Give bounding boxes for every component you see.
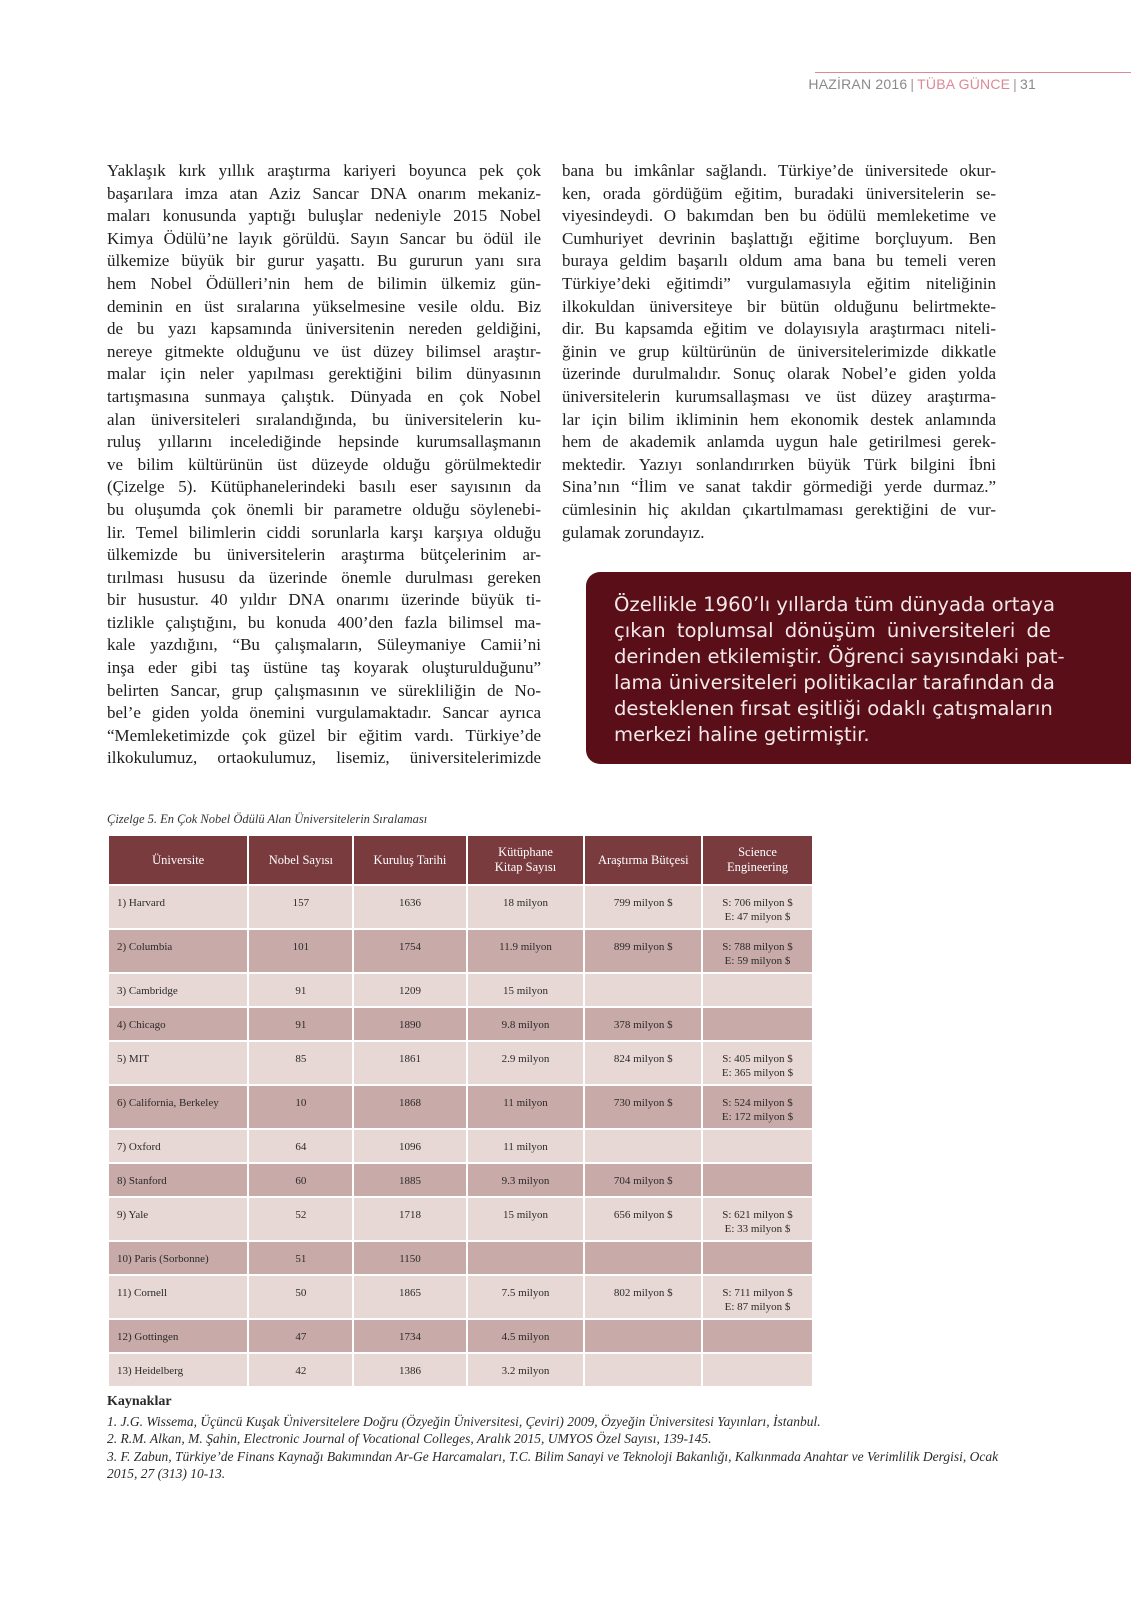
- cell-science-engineering: [703, 1130, 812, 1162]
- cell-nobel-count: [249, 930, 352, 972]
- header-university: [109, 836, 247, 884]
- cell-library-books: [468, 1042, 584, 1084]
- cell-text: 4) Chicago: [117, 1019, 166, 1031]
- cell-research-budget: [585, 1008, 701, 1040]
- pull-quote-line: çıkan toplumsal dönüşüm üniversiteleri de: [614, 619, 1051, 642]
- cell-library-books: [468, 1242, 584, 1274]
- cell-university: [109, 1198, 247, 1240]
- left-line: maları konusunda yaptığı buluşlar nedeniyle 2015 Nobel: [107, 206, 541, 226]
- left-line: “Memleketimizde çok güzel bir eğitim vardı. Türkiye’de: [107, 725, 541, 745]
- cell-nobel-count: [249, 886, 352, 928]
- references-section: [107, 1393, 1007, 1483]
- left-line: ülkemizde bu üniversitelerin araştırma bütçelerinim ar-: [107, 545, 541, 565]
- cell-text: 1) Harvard: [117, 897, 165, 909]
- cell-research-budget: [585, 886, 701, 928]
- cell-text: 1885: [398, 1175, 421, 1187]
- cell-library-books: [468, 1008, 584, 1040]
- left-line: de bu yazı kapsamında üniversitenin nereden geldiğini,: [107, 319, 541, 339]
- cell-text: 1386: [398, 1365, 421, 1377]
- cell-text: 18 milyon: [503, 897, 548, 909]
- reference-item: 1. J.G. Wissema, Üçüncü Kuşak Üniversitelere Doğru (Özyeğin Üniversitesi, Çeviri) 2009, Özyeğin Üniversitesi Yayınları, İstanbul.: [107, 1413, 821, 1429]
- cell-nobel-count: [249, 1008, 352, 1040]
- cell-text: 9.3 milyon: [501, 1175, 550, 1187]
- left-line: (Çizelge 5). Kütüphanelerindeki basılı eser sayısının da: [107, 477, 541, 497]
- cell-text: 15 milyon: [503, 985, 548, 997]
- cell-text: 101: [292, 941, 310, 953]
- cell-research-budget: [585, 1130, 701, 1162]
- cell-text: 1865: [398, 1287, 421, 1299]
- cell-text: 1096: [398, 1141, 421, 1153]
- cell-university: [109, 1130, 247, 1162]
- header-research-budget: [585, 836, 701, 884]
- cell-text: 899 milyon $: [613, 941, 673, 953]
- cell-text: 8) Stanford: [117, 1175, 167, 1187]
- cell-text: 10: [295, 1097, 307, 1109]
- cell-science-engineering: [703, 1086, 812, 1128]
- cell-university: [109, 1354, 247, 1386]
- header-text: Araştırma Bütçesi: [597, 852, 689, 867]
- left-line: malar için neler yapılması gerektiğini bilim dünyasının: [107, 364, 541, 384]
- left-line: lir. Temel bilimlerin ciddi sorunlarla karşı karşıya olduğu: [107, 522, 541, 542]
- cell-text: 1718: [398, 1209, 421, 1221]
- cell-text: S: 524 milyon $: [722, 1097, 793, 1109]
- cell-text: 704 milyon $: [613, 1175, 673, 1187]
- cell-library-books: [468, 1086, 584, 1128]
- left-line: alan üniversiteleri sıralandığında, bu üniversitelerin ku-: [107, 409, 541, 429]
- cell-text: 42: [295, 1365, 307, 1377]
- right-line: buraya geldim başarılı oldum ama bana bu temeli veren: [562, 251, 996, 271]
- left-line: bu oluşumda çok önemli bir parametre olduğu söylenebi-: [107, 499, 541, 519]
- left-line: Yaklaşık kırk yıllık araştırma kariyeri boyunca pek çok: [107, 161, 541, 180]
- cell-text: 802 milyon $: [613, 1287, 673, 1299]
- cell-university: [109, 1320, 247, 1352]
- cell-text: 12) Gottingen: [117, 1331, 179, 1343]
- cell-founded-year: [354, 1198, 465, 1240]
- cell-text: 824 milyon $: [613, 1053, 673, 1065]
- cell-founded-year: [354, 1008, 465, 1040]
- cell-text: 1890: [398, 1019, 421, 1031]
- cell-text: 91: [295, 1019, 307, 1031]
- left-line: kale yazdığını, “Bu çalışmaların, Süleymaniye Camii’ni: [107, 635, 541, 655]
- cell-university: [109, 974, 247, 1006]
- nobel-university-ranking-table: [107, 834, 814, 1388]
- header-text: Kuruluş Tarihi: [373, 852, 447, 867]
- page-number: 31: [1020, 76, 1036, 92]
- cell-text: 157: [292, 897, 310, 909]
- cell-text: S: 405 milyon $: [722, 1053, 793, 1065]
- header-text: Üniversite: [152, 852, 205, 867]
- cell-library-books: [468, 1276, 584, 1318]
- cell-university: [109, 930, 247, 972]
- cell-nobel-count: [249, 1130, 352, 1162]
- cell-text: E: 33 milyon $: [724, 1223, 791, 1235]
- cell-university: [109, 1086, 247, 1128]
- cell-text: E: 365 milyon $: [721, 1067, 794, 1079]
- left-line: ülkemize büyük bir gurur yaşattı. Bu gururun yanı sıra: [107, 251, 541, 271]
- right-line: Cumhuriyet devrinin başlattığı eğitime borçluyum. Ben: [562, 228, 996, 248]
- cell-founded-year: [354, 1320, 465, 1352]
- cell-founded-year: [354, 1164, 465, 1196]
- right-line: Türkiye’deki eğitimdi” vurgulamasıyla eğitim niteliğinin: [562, 273, 996, 293]
- table-row: [109, 1086, 812, 1128]
- cell-science-engineering: [703, 1242, 812, 1274]
- cell-university: [109, 1242, 247, 1274]
- cell-text: E: 172 milyon $: [721, 1111, 794, 1123]
- cell-text: S: 788 milyon $: [722, 941, 793, 953]
- cell-text: 52: [295, 1209, 307, 1221]
- right-line: gulamak zorundayız.: [562, 522, 705, 542]
- table-row: [109, 1008, 812, 1040]
- cell-text: 11 milyon: [503, 1141, 548, 1153]
- cell-science-engineering: [703, 1354, 812, 1386]
- cell-research-budget: [585, 1042, 701, 1084]
- right-line: üzerinde durulmalıdır. Sonuç olarak Nobel’e giden yolda: [562, 364, 996, 384]
- cell-text: 51: [295, 1253, 307, 1265]
- right-line: ilkokuldan üniversiteye bir bütün olduğunu belirtmekte-: [562, 296, 996, 316]
- cell-text: 378 milyon $: [613, 1019, 673, 1031]
- left-line: Kimya Ödülü’ne layık görüldü. Sayın Sancar bu ödül ile: [107, 228, 541, 248]
- cell-text: 6) California, Berkeley: [117, 1097, 219, 1109]
- cell-research-budget: [585, 1354, 701, 1386]
- table-row: [109, 1042, 812, 1084]
- cell-science-engineering: [703, 1320, 812, 1352]
- running-header: [808, 76, 1036, 92]
- left-line: inşa eder gibi taş üstüne taş koyarak oluşturulduğunu”: [107, 658, 541, 678]
- right-line: ken, orada gördüğüm eğitim, buradaki üniversitelerin se-: [562, 183, 996, 203]
- reference-item: 2. R.M. Alkan, M. Şahin, Electronic Journal of Vocational Colleges, Aralık 2015, UMYOS Özel Sayısı, 139-145.: [107, 1431, 712, 1446]
- cell-text: 64: [295, 1141, 307, 1153]
- table-caption: Çizelge 5. En Çok Nobel Ödülü Alan Üniversitelerin Sıralaması: [107, 812, 428, 826]
- cell-text: 7) Oxford: [117, 1141, 161, 1153]
- header-rule: [815, 72, 1131, 73]
- cell-university: [109, 1276, 247, 1318]
- header-text: Science: [738, 845, 777, 859]
- cell-research-budget: [585, 930, 701, 972]
- left-line: tırılması hususu da üzerinde önemle durulması gereken: [107, 567, 541, 587]
- cell-founded-year: [354, 1130, 465, 1162]
- issue-date: HAZİRAN 2016: [808, 76, 908, 92]
- cell-text: E: 59 milyon $: [724, 955, 791, 967]
- cell-nobel-count: [249, 1354, 352, 1386]
- cell-university: [109, 1008, 247, 1040]
- left-text-column: [107, 160, 541, 770]
- cell-founded-year: [354, 1276, 465, 1318]
- cell-science-engineering: [703, 1198, 812, 1240]
- left-line: tizlikle çalıştığını, bu konuda 400’den fazla bilimsel ma-: [107, 612, 541, 632]
- cell-text: 4.5 milyon: [501, 1331, 550, 1343]
- cell-text: 85: [295, 1053, 307, 1065]
- cell-text: 5) MIT: [117, 1053, 150, 1065]
- cell-research-budget: [585, 974, 701, 1006]
- cell-text: 1754: [398, 941, 421, 953]
- cell-text: S: 621 milyon $: [722, 1209, 793, 1221]
- left-line: deminin en üst sıralarına yükselmesine vesile oldu. Biz: [107, 296, 541, 316]
- cell-nobel-count: [249, 1276, 352, 1318]
- left-line: ve bilim kültürünün üst düzeyde olduğu görülmektedir: [107, 454, 541, 474]
- reference-item: 3. F. Zabun, Türkiye’de Finans Kaynağı Bakımından Ar-Ge Harcamaları, T.C. Bilim Sanayi ve Teknoloji Bakanlığı, Kalkınmada Anahtar ve Verimlilik Dergisi, Ocak 2015, 27 (313) 10-13.: [107, 1448, 999, 1481]
- right-line: üniversitelerin kurumsallaşması ve üst düzey araştırma-: [562, 386, 996, 406]
- cell-text: 91: [295, 985, 307, 997]
- table-row: [109, 1276, 812, 1318]
- cell-research-budget: [585, 1276, 701, 1318]
- right-line: cümlesinin hiç akıldan çıkartılmaması gerektiğini de vur-: [562, 499, 996, 519]
- header-separator: |: [1013, 76, 1018, 92]
- cell-research-budget: [585, 1086, 701, 1128]
- cell-text: 1209: [398, 985, 421, 997]
- header-library-books: [468, 836, 584, 884]
- cell-text: 10) Paris (Sorbonne): [117, 1253, 209, 1265]
- cell-nobel-count: [249, 1042, 352, 1084]
- cell-text: 11.9 milyon: [499, 941, 552, 953]
- cell-text: 15 milyon: [503, 1209, 548, 1221]
- cell-text: 1868: [398, 1097, 421, 1109]
- header-nobel-count: [249, 836, 352, 884]
- cell-nobel-count: [249, 1242, 352, 1274]
- cell-text: 13) Heidelberg: [117, 1365, 184, 1377]
- right-line: viyesindeydi. O bakımdan ben bu ödülü memleketime ve: [562, 206, 996, 226]
- pull-quote-line: lama üniversiteleri politikacılar tarafından da: [614, 671, 1055, 694]
- cell-university: [109, 886, 247, 928]
- cell-text: 47: [295, 1331, 307, 1343]
- cell-text: 3.2 milyon: [501, 1365, 550, 1377]
- cell-founded-year: [354, 930, 465, 972]
- cell-text: 3) Cambridge: [117, 985, 178, 997]
- table-row: [109, 886, 812, 928]
- left-line: belirten Sancar, grup çalışmasının ve sürekliliğin de No-: [107, 680, 541, 700]
- table-row: [109, 1242, 812, 1274]
- table-row: [109, 974, 812, 1006]
- cell-science-engineering: [703, 1042, 812, 1084]
- cell-science-engineering: [703, 930, 812, 972]
- cell-library-books: [468, 1320, 584, 1352]
- cell-research-budget: [585, 1242, 701, 1274]
- table-row: [109, 930, 812, 972]
- cell-text: 1734: [398, 1331, 421, 1343]
- left-line: başarılara imza atan Aziz Sancar DNA onarım mekaniz-: [107, 183, 541, 203]
- left-line: bel’e giden yolda önemini vurgulamaktadır. Sancar ayrıca: [107, 703, 541, 723]
- cell-founded-year: [354, 974, 465, 1006]
- cell-nobel-count: [249, 1320, 352, 1352]
- cell-science-engineering: [703, 886, 812, 928]
- header-separator: |: [910, 76, 915, 92]
- right-line: lar için bilim ikliminin hem ekonomik destek anlamında: [562, 409, 996, 429]
- left-line: ruluş yıllarını incelediğinde hepsinde kurumsallaşmanın: [107, 432, 541, 452]
- table-row: [109, 1198, 812, 1240]
- cell-text: 2.9 milyon: [501, 1053, 550, 1065]
- cell-text: 60: [295, 1175, 307, 1187]
- cell-text: 1861: [398, 1053, 421, 1065]
- left-paragraph: [107, 160, 541, 770]
- cell-library-books: [468, 1130, 584, 1162]
- cell-founded-year: [354, 1354, 465, 1386]
- cell-research-budget: [585, 1164, 701, 1196]
- cell-science-engineering: [703, 1164, 812, 1196]
- right-line: ğinin ve grup kültürünün de üniversitelerimizde dikkatle: [562, 341, 996, 361]
- table-row: [109, 1164, 812, 1196]
- cell-nobel-count: [249, 1086, 352, 1128]
- cell-library-books: [468, 1354, 584, 1386]
- cell-university: [109, 1042, 247, 1084]
- header-text: Nobel Sayısı: [268, 852, 333, 867]
- left-line: bir husustur. 40 yıldır DNA onarımı üzerinde büyük ti-: [107, 590, 541, 610]
- cell-text: 2) Columbia: [117, 941, 173, 953]
- left-line: nereye gitmekte olduğunu ve üst düzey bilimsel araştır-: [107, 341, 541, 361]
- table-row: [109, 1130, 812, 1162]
- cell-text: 656 milyon $: [613, 1209, 673, 1221]
- cell-nobel-count: [249, 1164, 352, 1196]
- cell-text: 730 milyon $: [613, 1097, 673, 1109]
- cell-science-engineering: [703, 1276, 812, 1318]
- cell-text: 9.8 milyon: [501, 1019, 550, 1031]
- cell-founded-year: [354, 1042, 465, 1084]
- cell-library-books: [468, 930, 584, 972]
- header-text: Kütüphane: [498, 845, 553, 859]
- cell-library-books: [468, 886, 584, 928]
- pull-quote-line: derinden etkilemiştir. Öğrenci sayısındaki pat-: [614, 645, 1065, 668]
- cell-text: 1636: [398, 897, 421, 909]
- pull-quote-line: Özellikle 1960’lı yıllarda tüm dünyada ortaya: [614, 593, 1055, 616]
- table-header-row: [109, 836, 812, 884]
- header-science-engineering: [703, 836, 812, 884]
- cell-science-engineering: [703, 974, 812, 1006]
- cell-text: 11) Cornell: [117, 1287, 167, 1299]
- right-line: mektedir. Yazıyı sonlandırırken büyük Türk bilgini İbni: [562, 454, 996, 474]
- cell-founded-year: [354, 1242, 465, 1274]
- pull-quote-line: desteklenen fırsat eşitliği odaklı çatışmaların: [614, 697, 1053, 720]
- left-line: hem Nobel Ödülleri’nin hem de bilimin ülkemiz gün-: [107, 273, 541, 293]
- right-line: dir. Bu kapsamda eğitim ve dolayısıyla araştırmacı niteli-: [562, 319, 996, 339]
- table-row: [109, 1320, 812, 1352]
- cell-text: 799 milyon $: [613, 897, 673, 909]
- cell-text: 7.5 milyon: [501, 1287, 550, 1299]
- header-text: Kitap Sayısı: [494, 860, 557, 874]
- cell-text: E: 87 milyon $: [724, 1301, 791, 1313]
- cell-founded-year: [354, 886, 465, 928]
- cell-text: 11 milyon: [503, 1097, 548, 1109]
- left-line: tartışmasına sunmaya çalıştık. Dünyada en çok Nobel: [107, 386, 541, 406]
- right-text-column: [562, 160, 996, 544]
- cell-research-budget: [585, 1198, 701, 1240]
- cell-library-books: [468, 1164, 584, 1196]
- right-paragraph: [562, 160, 996, 544]
- cell-text: 1150: [399, 1253, 421, 1265]
- pull-quote-box: [586, 572, 1131, 764]
- right-line: Sina’nın “İlim ve sanat takdir görmediği yerde durmaz.”: [562, 477, 996, 497]
- header-text: Engineering: [726, 860, 789, 874]
- table-row: [109, 1354, 812, 1386]
- cell-text: S: 706 milyon $: [722, 897, 793, 909]
- cell-science-engineering: [703, 1008, 812, 1040]
- cell-research-budget: [585, 1320, 701, 1352]
- left-line: ilkokulumuz, ortaokulumuz, lisemiz, üniversitelerimizde: [107, 748, 541, 768]
- cell-founded-year: [354, 1086, 465, 1128]
- pull-quote-line: merkezi haline getirmiştir.: [614, 723, 870, 746]
- header-founded-year: [354, 836, 465, 884]
- cell-text: 9) Yale: [117, 1209, 149, 1221]
- cell-university: [109, 1164, 247, 1196]
- cell-text: S: 711 milyon $: [722, 1287, 793, 1299]
- cell-nobel-count: [249, 1198, 352, 1240]
- right-line: hem de akademik anlamda uygun hale getirilmesi gerek-: [562, 432, 996, 452]
- cell-text: 50: [295, 1287, 307, 1299]
- references-title: Kaynaklar: [107, 1394, 172, 1409]
- magazine-name: TÜBA GÜNCE: [917, 76, 1011, 92]
- right-line: bana bu imkânlar sağlandı. Türkiye’de üniversitede okur-: [562, 161, 996, 180]
- cell-text: E: 47 milyon $: [724, 911, 791, 923]
- cell-library-books: [468, 1198, 584, 1240]
- cell-library-books: [468, 974, 584, 1006]
- cell-nobel-count: [249, 974, 352, 1006]
- references-list: [107, 1413, 1007, 1483]
